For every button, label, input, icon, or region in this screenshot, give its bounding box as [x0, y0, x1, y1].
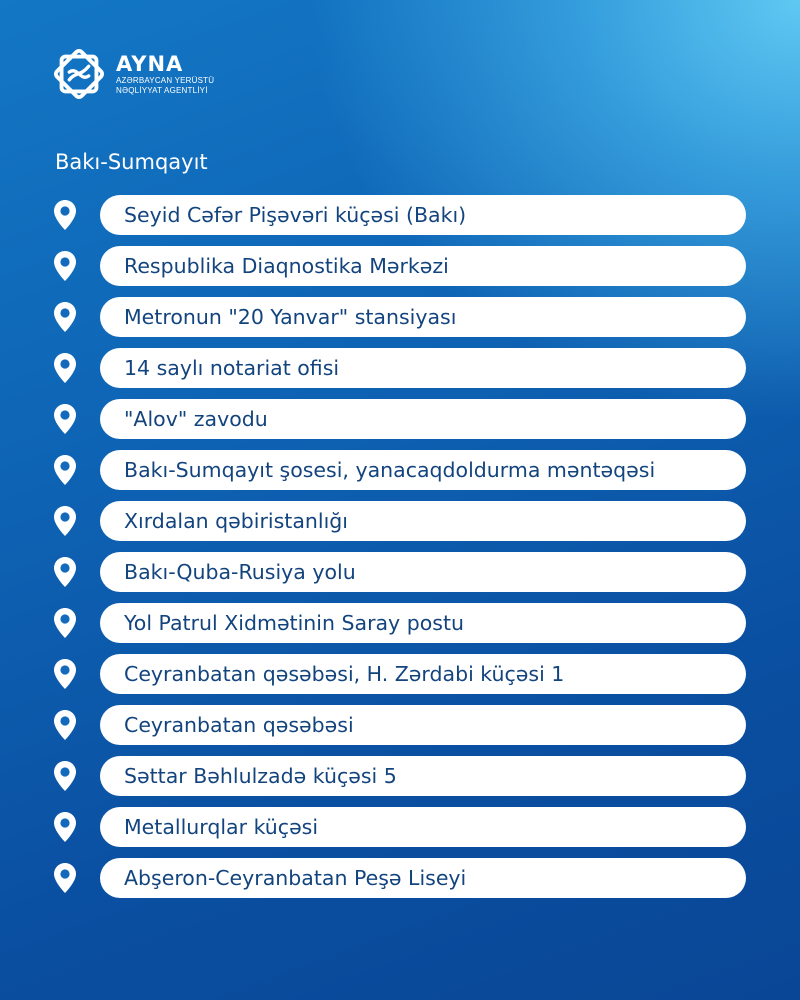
list-item	[54, 858, 746, 898]
list-item	[54, 450, 746, 490]
map-pin-icon	[54, 251, 76, 281]
list-item	[54, 807, 746, 847]
stop-name: Səttar Bəhlulzadə küçəsi 5	[100, 756, 746, 796]
stop-name: Ceyranbatan qəsəbəsi, H. Zərdabi küçəsi 1	[100, 654, 746, 694]
map-pin-icon	[54, 659, 76, 689]
list-item	[54, 705, 746, 745]
stop-name: Respublika Diaqnostika Mərkəzi	[100, 246, 746, 286]
stop-name: Seyid Cəfər Pişəvəri küçəsi (Bakı)	[100, 195, 746, 235]
map-pin-icon	[54, 863, 76, 893]
stop-name: Xırdalan qəbiristanlığı	[100, 501, 746, 541]
map-pin-icon	[54, 812, 76, 842]
stop-name: Metallurqlar küçəsi	[100, 807, 746, 847]
stop-name: Ceyranbatan qəsəbəsi	[100, 705, 746, 745]
stop-name: 14 saylı notariat ofisi	[100, 348, 746, 388]
stop-name: Bakı-Quba-Rusiya yolu	[100, 552, 746, 592]
brand-name: AYNA	[116, 52, 184, 76]
list-item	[54, 756, 746, 796]
map-pin-icon	[54, 200, 76, 230]
ayna-logo-icon	[48, 43, 110, 105]
map-pin-icon	[54, 608, 76, 638]
stop-name: Yol Patrul Xidmətinin Saray postu	[100, 603, 746, 643]
map-pin-icon	[54, 302, 76, 332]
brand-subtitle-line2: NƏQLİYYAT AGENTLİYİ	[116, 86, 208, 95]
map-pin-icon	[54, 557, 76, 587]
list-item	[54, 297, 746, 337]
list-item	[54, 501, 746, 541]
map-pin-icon	[54, 353, 76, 383]
brand-subtitle-line1: AZƏRBAYCAN YERÜSTÜ	[116, 76, 215, 85]
map-pin-icon	[54, 761, 76, 791]
list-item	[54, 195, 746, 235]
map-pin-icon	[54, 710, 76, 740]
stop-name: Abşeron-Ceyranbatan Peşə Liseyi	[100, 858, 746, 898]
list-item	[54, 246, 746, 286]
route-title: Bakı-Sumqayıt	[55, 150, 208, 174]
stop-name: Bakı-Sumqayıt şosesi, yanacaqdoldurma məntəqəsi	[100, 450, 746, 490]
map-pin-icon	[54, 455, 76, 485]
stop-list	[54, 195, 746, 909]
map-pin-icon	[54, 404, 76, 434]
list-item	[54, 348, 746, 388]
stop-name: "Alov" zavodu	[100, 399, 746, 439]
brand-logo	[48, 43, 214, 105]
list-item	[54, 654, 746, 694]
map-pin-icon	[54, 506, 76, 536]
list-item	[54, 399, 746, 439]
stop-name: Metronun "20 Yanvar" stansiyası	[100, 297, 746, 337]
list-item	[54, 552, 746, 592]
list-item	[54, 603, 746, 643]
